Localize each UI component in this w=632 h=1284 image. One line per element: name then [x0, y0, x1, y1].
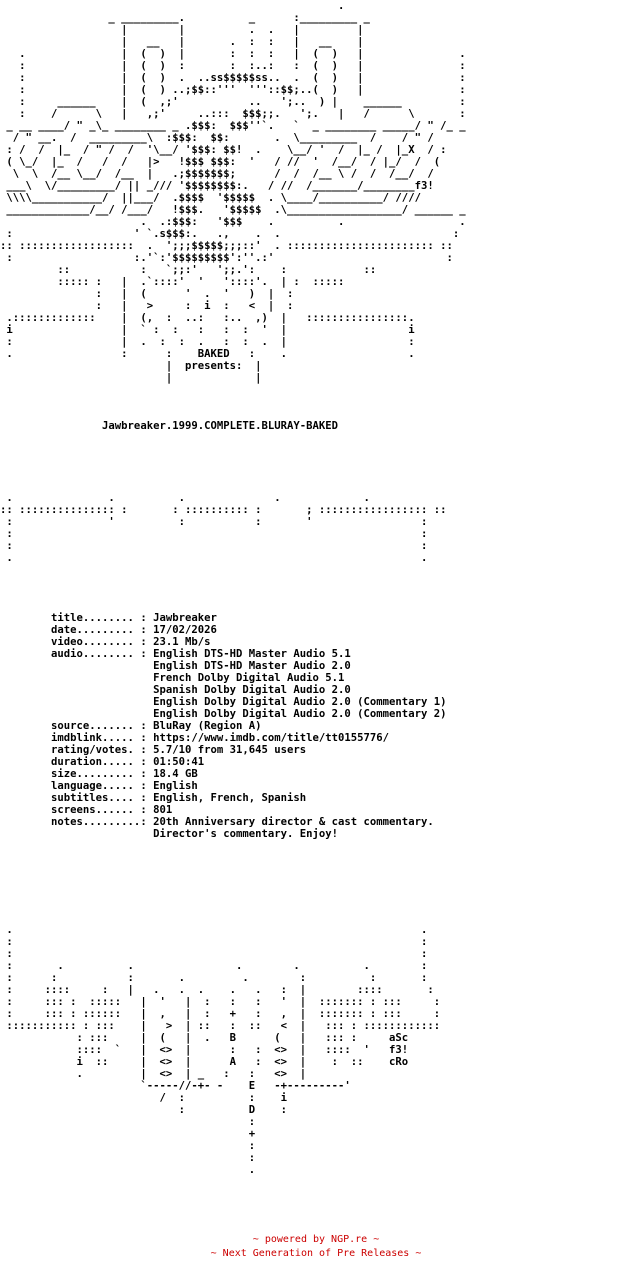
footer-powered-by: ~ powered by NGP.re ~ — [252, 1234, 380, 1245]
nfo-art-text: . _ _________. _ :_________ _ | | . . | | | __ | . : : | __ | . | ( ) | : : : | ( ) | . : | ( ) : : :..: : ( ) | : : | ( ) . ..ss$$$$$ss.. . ( ) | : : | ( ) ..;$$::''' '''::$$;..( ) | : : ______ | ( ,;' .. ';.. ) | ______ : : / \ | ,;' ..::: $$$;;. ';. | / \ : _ __ ____/ " _\_ ________ _ .$$$: $$$''`. ` _ ________ _____/ " /_ _ / " __. / _________\ :$$$: $$: . \_________ / / " / : / / |_ / " / / '\__/ '$$$: $$! . \__/ ' / |_ / |_X / : ( \_/ |_ / / / |> !$$$ $$$: ' / // ' /__/ / |_/ / ( \ \ /__ \__/ /__ | .;$$$$$$$; / / /__ \ / / /__/ / ___\ \/_________/ || _/// '$$$$$$$$:. / // /_______/________f3! \\\\___________/ ||___/ .$$$$ '$$$$$ . \____/__________/ //// _____________/__/ /___/ !$$$. '$$$$$ .\__________________/ ______ _ . .:$$$: '$$$ . . . : ' `.s$$$:. ., . . : :: :::::::::::::::::: . ';;;$$$$$;;;::' . ::::::::::::::::::::::: :: : :.'`:'$$$$$$$$$':''.:' : :: : `;;:' ';;.': : :: ::::: : | .`::::' ' '::::'. | : ::::: : | ( ' . ' ) | : : | > : i : < | : .::::::::::::: | (, : ..: :.. ,) | ::::::::::::::::. i | ` : : : : : ' | i : | . : : . : : . | : . : : BAKED : . . | presents: | | | Jawbreaker.1999.COMPLETE.BLURAY-BAKED . . . . . :: ::::::::::::::: : : :::::::::: : ; ::::::::::::::::: :: : ' : : ' : : : : : . . title........ : Jawbreaker date......... : 17/02/2026 video........ : 23.1 Mb/s audio........ : English DTS-HD Master Audio 5.1 English DTS-HD Master Audio 2.0 French Dolby Digital Audio 5.1 Spanish Dolby Digital Audio 2.0 English Dolby Digital Audio 2.0 (Commentary 1) English Dolby Digital Audio 2.0 (Commentary 2) source....... : BluRay (Region A) imdblink..... : https://www.imdb.com/title/tt0155776/ rating/votes. : 5.7/10 from 31,645 users duration..... : 01:50:41 size......... : 18.4 GB language..... : English subtitles.... : English, French, Spanish screens...... : 801 notes.........: 20th Anniversary director & cast commentary. Director's commentary. Enjoy! . . : : : : : . . . . . : : : : . . : : : : :::: : | . . . . . : | :::: : : ::: : ::::: | ' | : : : ' | ::::::: : ::: : : ::: : :::::: | , | : + : , | ::::::: : ::: : ::::::::::: : ::: | > | :: : :: < | ::: : :::::::::::: : ::: | ( | . B ( | ::: : aSc :::: ` | <> | : : <> | :::: ' f3! i :: | <> | A : <> | : :: cRo . | <> | _ : : <> | `-----//-+- - E -+---------' / : : i : D : : + : : . — [0, 0, 466, 1176]
footer-tagline: ~ Next Generation of Pre Releases ~ — [210, 1248, 422, 1259]
